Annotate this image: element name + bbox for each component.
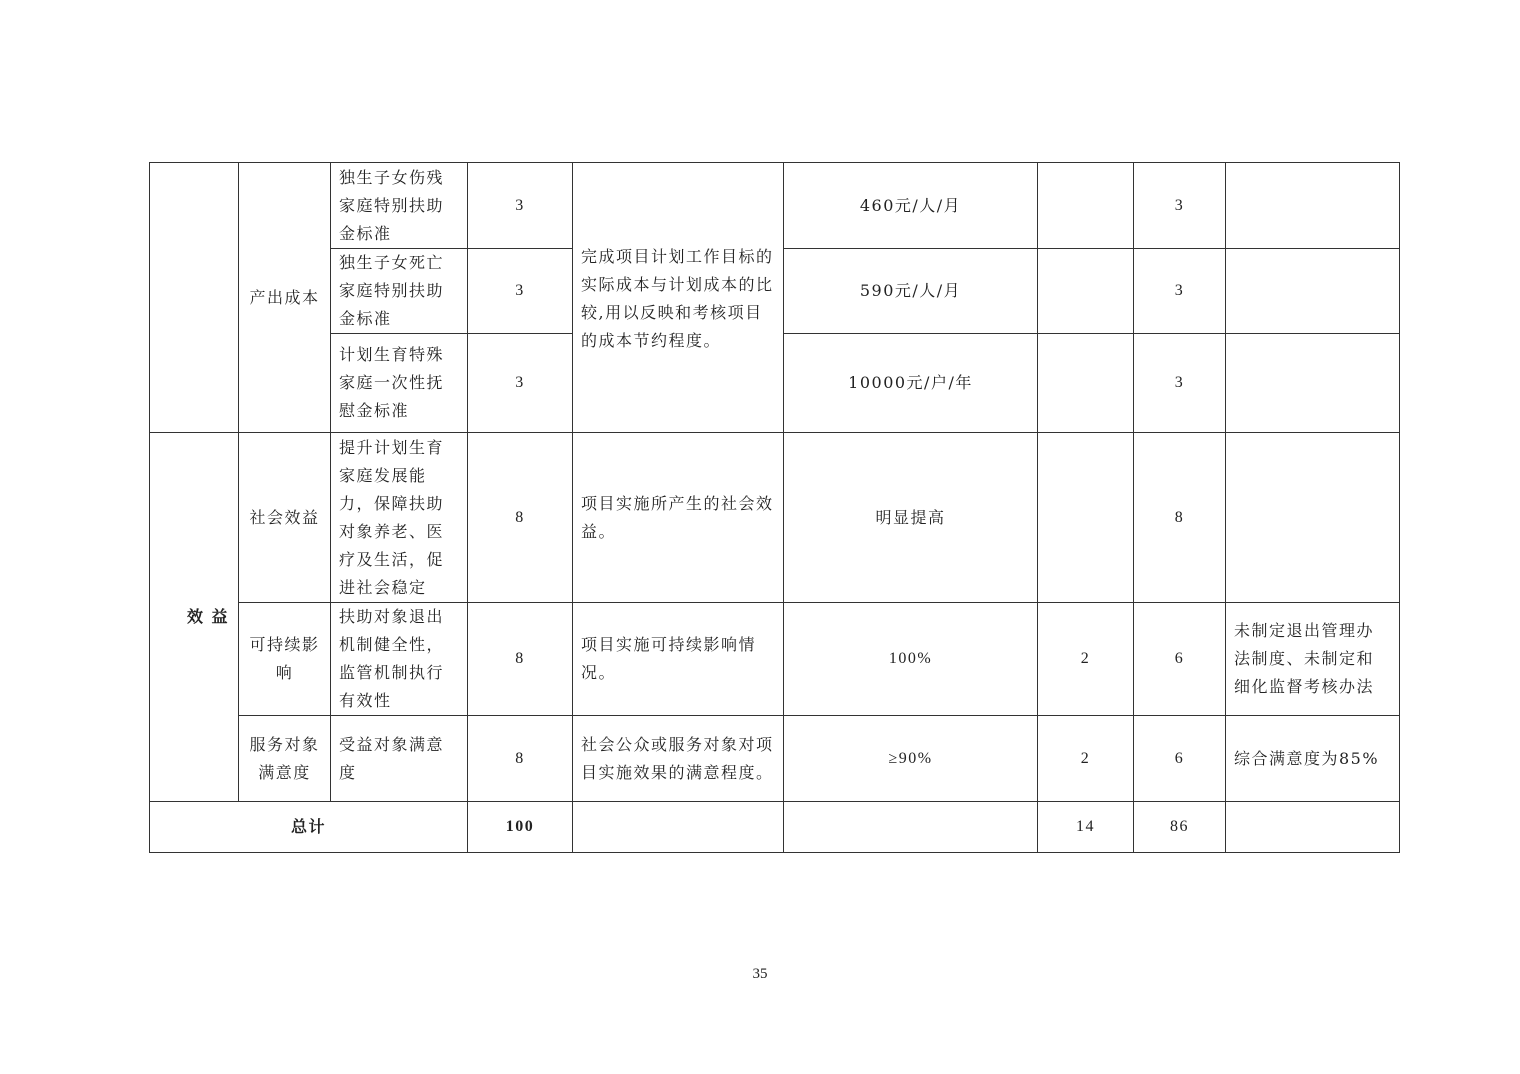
- score-cell: 6: [1134, 603, 1226, 716]
- target-cell: 明显提高: [784, 433, 1038, 603]
- indicator-cell: 计划生育特殊家庭一次性抚慰金标准: [331, 334, 468, 433]
- score-cell: 8: [1134, 433, 1226, 603]
- indicator-cell: 受益对象满意度: [331, 716, 468, 802]
- total-score: 86: [1134, 802, 1226, 853]
- table-row: [150, 716, 1400, 802]
- level1-cell-empty: [150, 163, 239, 433]
- weight-cell: 8: [468, 603, 573, 716]
- explanation-cell: 社会公众或服务对象对项目实施效果的满意程度。: [573, 716, 784, 802]
- remark-cell: 未制定退出管理办法制度、未制定和细化监督考核办法: [1226, 603, 1400, 716]
- table-row: [150, 163, 1400, 249]
- explanation-cell: 项目实施所产生的社会效益。: [573, 433, 784, 603]
- target-cell: 100%: [784, 603, 1038, 716]
- deduction-cell: 2: [1038, 716, 1134, 802]
- total-target-empty: [784, 802, 1038, 853]
- weight-cell: 3: [468, 249, 573, 334]
- score-cell: 6: [1134, 716, 1226, 802]
- score-cell: 3: [1134, 163, 1226, 249]
- table-row: [150, 433, 1400, 603]
- score-cell: 3: [1134, 249, 1226, 334]
- deduction-cell: [1038, 334, 1134, 433]
- explanation-cell: 项目实施可持续影响情况。: [573, 603, 784, 716]
- deduction-cell: [1038, 163, 1134, 249]
- total-label: 总计: [150, 802, 468, 853]
- remark-cell: [1226, 163, 1400, 249]
- level2-cell: 可持续影响: [239, 603, 331, 716]
- level2-cell: 社会效益: [239, 433, 331, 603]
- total-row: [150, 802, 1400, 853]
- remark-cell: [1226, 433, 1400, 603]
- weight-cell: 8: [468, 433, 573, 603]
- remark-cell: [1226, 334, 1400, 433]
- total-weight: 100: [468, 802, 573, 853]
- indicator-cell: 独生子女伤残家庭特别扶助金标准: [331, 163, 468, 249]
- level2-cell: 服务对象满意度: [239, 716, 331, 802]
- total-remark-empty: [1226, 802, 1400, 853]
- level1-cell: 效 益: [150, 433, 239, 802]
- weight-cell: 3: [468, 334, 573, 433]
- indicator-cell: 提升计划生育家庭发展能力，保障扶助对象养老、医疗及生活，促进社会稳定: [331, 433, 468, 603]
- table-row: [150, 603, 1400, 716]
- total-explanation-empty: [573, 802, 784, 853]
- level2-cell: 产出成本: [239, 163, 331, 433]
- weight-cell: 8: [468, 716, 573, 802]
- deduction-cell: [1038, 249, 1134, 334]
- indicator-cell: 扶助对象退出机制健全性，监管机制执行有效性: [331, 603, 468, 716]
- indicator-cell: 独生子女死亡家庭特别扶助金标准: [331, 249, 468, 334]
- total-deduction: 14: [1038, 802, 1134, 853]
- target-cell: ≥90%: [784, 716, 1038, 802]
- score-cell: 3: [1134, 334, 1226, 433]
- remark-cell: [1226, 249, 1400, 334]
- target-cell: 460元/人/月: [784, 163, 1038, 249]
- explanation-cell: 完成项目计划工作目标的实际成本与计划成本的比较,用以反映和考核项目的成本节约程度。: [573, 163, 784, 433]
- target-cell: 10000元/户/年: [784, 334, 1038, 433]
- weight-cell: 3: [468, 163, 573, 249]
- deduction-cell: 2: [1038, 603, 1134, 716]
- performance-table: [149, 162, 1400, 853]
- page-number: 35: [752, 966, 768, 982]
- deduction-cell: [1038, 433, 1134, 603]
- remark-cell: 综合满意度为85%: [1226, 716, 1400, 802]
- target-cell: 590元/人/月: [784, 249, 1038, 334]
